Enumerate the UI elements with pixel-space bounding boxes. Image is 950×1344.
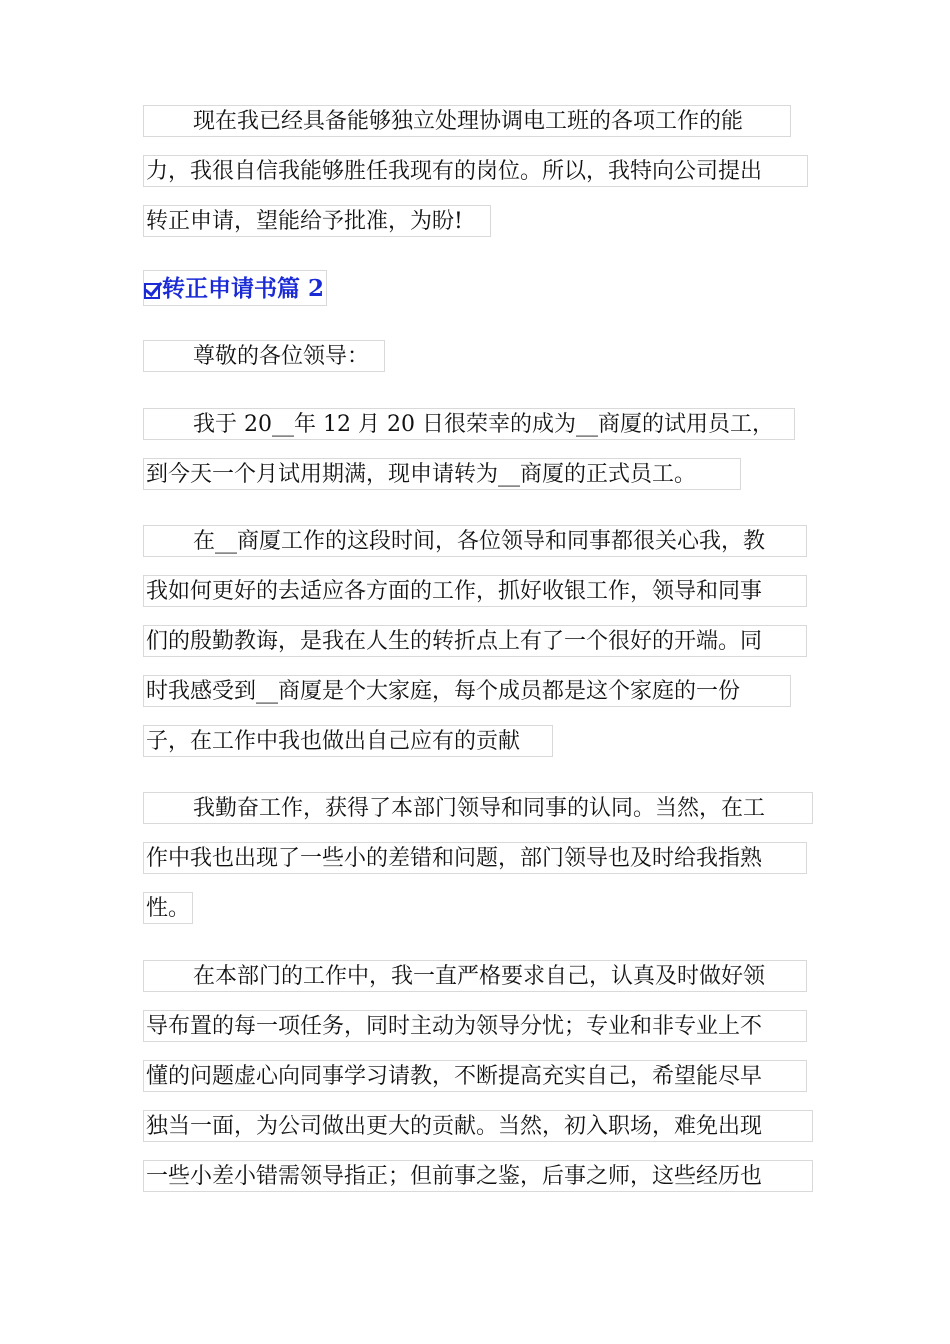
paragraph-5-line-4: 独当一面，为公司做出更大的贡献。当然，初入职场，难免出现 (143, 1110, 813, 1142)
paragraph-3-line-2: 我如何更好的去适应各方面的工作，抓好收银工作，领导和同事 (143, 575, 807, 607)
paragraph-1-line-1: 现在我已经具备能够独立处理协调电工班的各项工作的能 (143, 105, 791, 137)
paragraph-1-line-2: 力，我很自信我能够胜任我现有的岗位。所以，我特向公司提出 (143, 155, 808, 187)
paragraph-5-line-1: 在本部门的工作中，我一直严格要求自己，认真及时做好领 (143, 960, 807, 992)
paragraph-2-line-1: 我于 20__年 12 月 20 日很荣幸的成为__商厦的试用员工， (143, 408, 795, 440)
paragraph-3-line-4: 时我感受到__商厦是个大家庭，每个成员都是这个家庭的一份 (143, 675, 791, 707)
paragraph-4-line-3: 性。 (143, 892, 193, 924)
checkbox-checked-icon (144, 283, 160, 299)
paragraph-3-line-5: 子，在工作中我也做出自己应有的贡献 (143, 725, 553, 757)
paragraph-4-line-1: 我勤奋工作，获得了本部门领导和同事的认同。当然，在工 (143, 792, 813, 824)
salutation: 尊敬的各位领导： (143, 340, 385, 372)
section-heading-text: 转正申请书篇 2 (162, 275, 325, 302)
paragraph-1-line-3: 转正申请，望能给予批准，为盼! (143, 205, 491, 237)
paragraph-5-line-5: 一些小差小错需领导指正；但前事之鉴，后事之师，这些经历也 (143, 1160, 813, 1192)
paragraph-5-line-2: 导布置的每一项任务，同时主动为领导分忧；专业和非专业上不 (143, 1010, 807, 1042)
paragraph-3-line-1: 在__商厦工作的这段时间，各位领导和同事都很关心我，教 (143, 525, 807, 557)
section-heading (143, 270, 327, 306)
paragraph-5-line-3: 懂的问题虚心向同事学习请教，不断提高充实自己，希望能尽早 (143, 1060, 807, 1092)
paragraph-4-line-2: 作中我也出现了一些小的差错和问题，部门领导也及时给我指熟 (143, 842, 807, 874)
paragraph-2-line-2: 到今天一个月试用期满，现申请转为__商厦的正式员工。 (143, 458, 741, 490)
paragraph-3-line-3: 们的殷勤教诲，是我在人生的转折点上有了一个很好的开端。同 (143, 625, 807, 657)
